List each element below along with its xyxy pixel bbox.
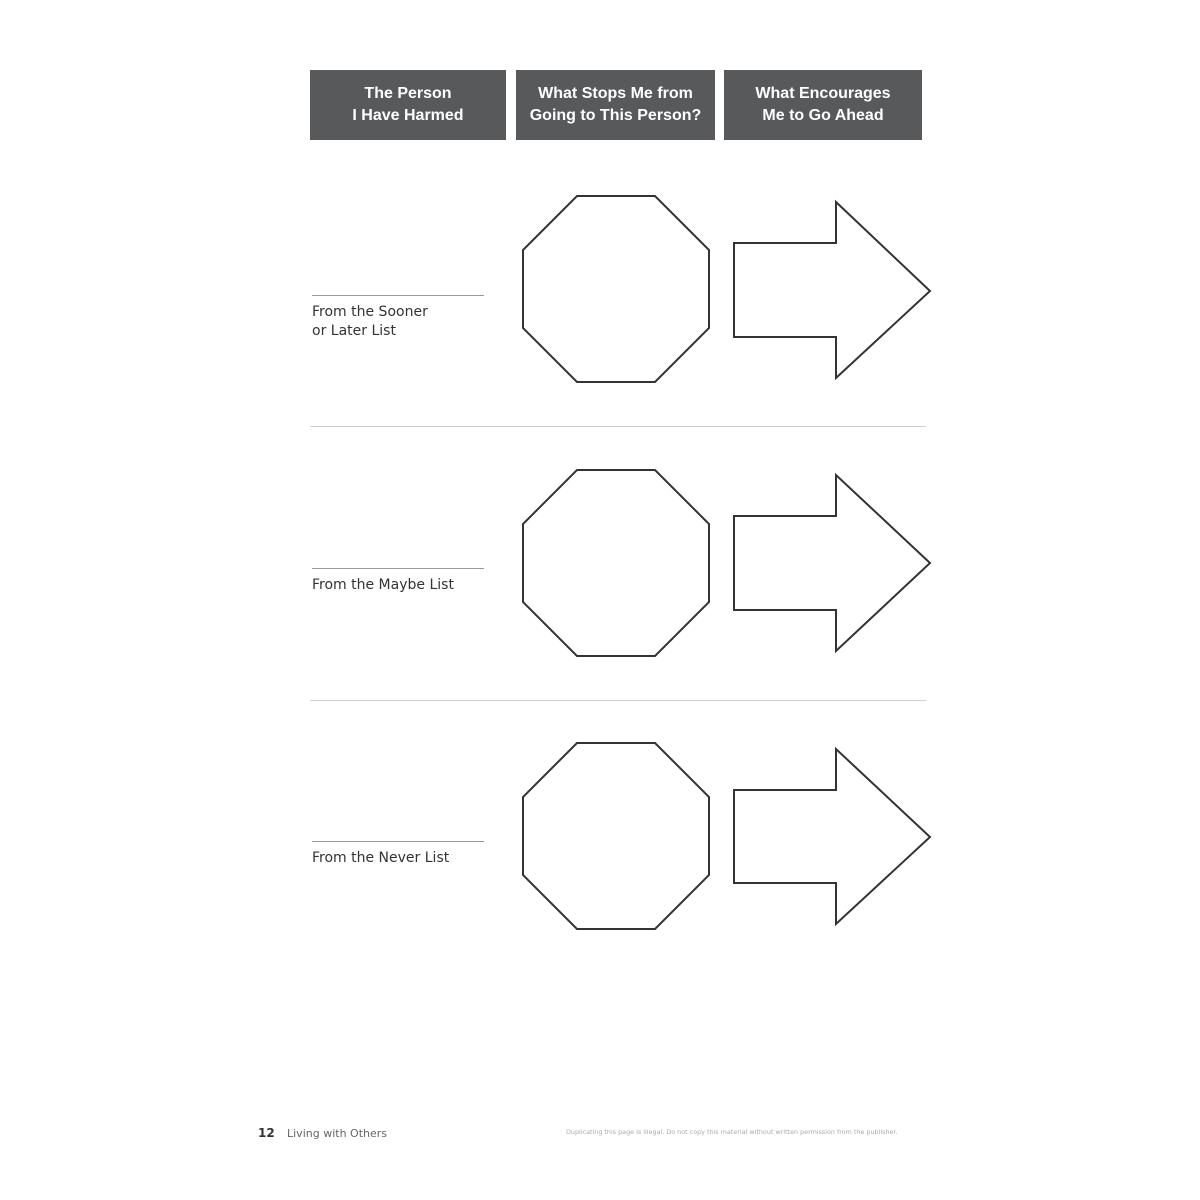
header-what-stops-me-line1: What Stops Me from — [538, 85, 693, 102]
page-number: 12 — [258, 1126, 275, 1140]
stop-octagon-never[interactable] — [523, 743, 709, 929]
row-label-sooner-line1: From the Sooner — [312, 304, 428, 320]
encourage-arrow-sooner[interactable] — [734, 202, 930, 378]
row-label-sooner-line2: or Later List — [312, 323, 396, 339]
stop-octagon-sooner[interactable] — [523, 196, 709, 382]
header-person-harmed-line1: The Person — [364, 85, 452, 102]
header-what-stops-me-line2: Going to This Person? — [529, 107, 702, 124]
row-label-maybe-line1: From the Maybe List — [312, 577, 454, 593]
running-footer-title: Living with Others — [287, 1127, 387, 1140]
copyright-notice: Duplicating this page is illegal. Do not copy this material without written permission from the publisher. — [566, 1128, 898, 1136]
row-label-never-line1: From the Never List — [312, 850, 450, 866]
header-person-harmed-line2: I Have Harmed — [352, 107, 464, 124]
header-what-encourages-line1: What Encourages — [755, 85, 891, 102]
header-what-encourages-line2: Me to Go Ahead — [762, 107, 884, 124]
encourage-arrow-maybe[interactable] — [734, 475, 930, 651]
stop-octagon-maybe[interactable] — [523, 470, 709, 656]
encourage-arrow-never[interactable] — [734, 749, 930, 924]
